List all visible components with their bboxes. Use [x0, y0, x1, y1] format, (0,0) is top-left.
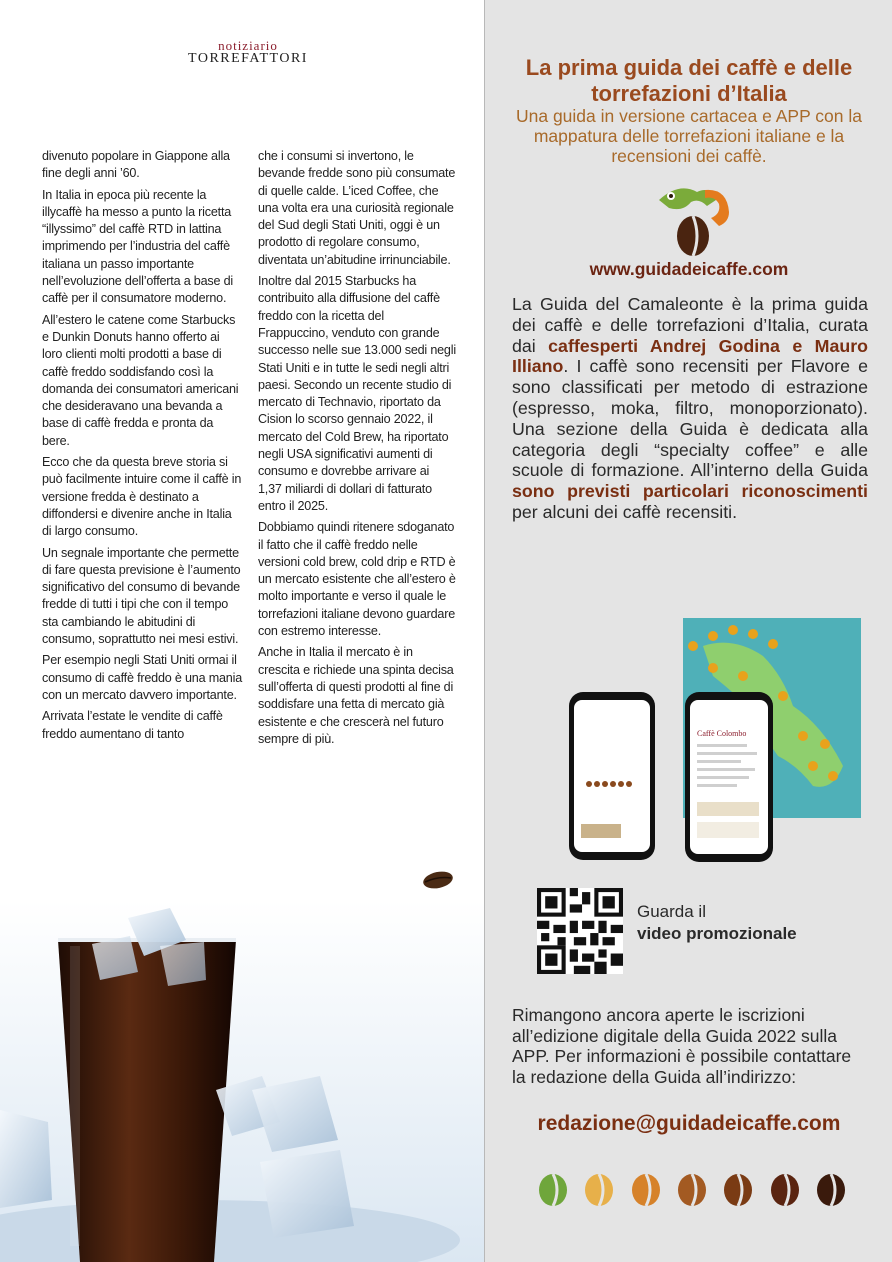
coffee-bean-icon: [537, 1172, 569, 1208]
article-column-2: [258, 148, 456, 752]
paragraph: All’estero le catene come Starbucks e Dunkin Donuts hanno offerto ai loro clienti molti prodotti a base di caffè freddo soddisfando così la domanda dei consumatori americani che desideravano una bevanda a base di caffè fredda e pronta da bere.: [42, 312, 239, 448]
desc-text: per alcuni dei caffè recensiti.: [512, 501, 738, 522]
paragraph: che i consumi si invertono, le bevande fredde sono più consumate di quelle calde. L’iced Coffee, che una volta era una curiosità regionale del Sud degli Stati Uniti, oggi è un prodotto di regolare consumo, diventata un’abitudine irrinunciabile.: [258, 149, 456, 267]
qr-caption-line2: video promozionale: [637, 924, 797, 943]
desc-highlight: sono previsti particolari riconoscimenti: [512, 481, 868, 502]
advertisement-panel: [484, 0, 892, 1262]
phone-caption: Caffè Colombo: [697, 729, 747, 738]
iced-coffee-illustration: [0, 900, 484, 1262]
website-link[interactable]: www.guidadeicaffe.com: [589, 259, 789, 279]
coffee-bean-icon: [769, 1172, 801, 1208]
masthead-top: notiziario: [218, 38, 278, 53]
ad-description: [512, 294, 868, 523]
article-column-1: [42, 148, 242, 747]
ad-title: La prima guida dei caffè e delle torrefazioni d’Italia: [525, 55, 853, 106]
qr-code[interactable]: [537, 888, 623, 974]
app-mockup-illustration: [563, 616, 863, 866]
coffee-bean-icon: [815, 1172, 847, 1208]
paragraph: Un segnale importante che permette di fare questa previsione è l’aumento significativo del consumo di bevande fredde di tutti i tipi che con il tempo sta cambiando le abitudini di consumo, soprattutto nei mesi estivi.: [42, 545, 241, 647]
paragraph: Inoltre dal 2015 Starbucks ha contribuito alla diffusione del caffè freddo con la ricetta del Frappuccino, venduto con grande successo nelle sue 13.000 sedi negli Stati Uniti e in tutte le sedi negli altri paesi. Secondo un recente studio di mercato di Technavio, riportato da Cision lo scorso gennaio 2022, il mercato del Cold Brew, ha riportato negli USA significativi aumenti di consumo e dovrebbe arrivare ai 1,37 miliardi di dollari di fatturato entro il 2025.: [258, 274, 456, 513]
masthead-title: TORREFATTORI: [188, 51, 308, 66]
chameleon-logo-icon: [649, 178, 735, 258]
qr-caption: [637, 901, 797, 945]
coffee-bean-icon: [583, 1172, 615, 1208]
paragraph: divenuto popolare in Giappone alla fine degli anni ’60.: [42, 149, 230, 181]
coffee-bean-icon: [630, 1172, 662, 1208]
paragraph: Per esempio negli Stati Uniti ormai il consumo di caffè freddo è una mania con un mercato davvero importante.: [42, 653, 242, 702]
paragraph: Arrivata l’estate le vendite di caffè freddo aumentano di tanto: [42, 709, 223, 741]
desc-text: . I caffè sono recensiti per Flavore e sono classificati per metodo di estrazione (espresso, moka, filtro, monoporzionato). Una sezione della Guida è dedicata alla categoria degli “specialty coffee” e alle scuole di formazione. All’interno della Guida: [512, 356, 868, 481]
contact-email[interactable]: redazione@guidadeicaffe.com: [537, 1112, 841, 1135]
coffee-bean-icon: [421, 870, 455, 890]
qr-caption-line1: Guarda il: [637, 902, 706, 921]
coffee-bean-icon: [676, 1172, 708, 1208]
paragraph: Ecco che da questa breve storia si può facilmente intuire come il caffè in versione fredda è destinato a diffondersi e divenire anche in Italia di largo consumo.: [42, 455, 242, 539]
ad-subtitle: Una guida in versione cartacea e APP con la mappatura delle torrefazioni italiane e la recensioni dei caffè.: [515, 106, 862, 166]
bean-icons-row: [537, 1172, 847, 1208]
paragraph: Dobbiamo quindi ritenere sdoganato il fatto che il caffè freddo nelle versioni cold brew, cold drip e RTD è un mercato esistente che all’estero è molto importante e verso il quale le torrefazioni italiane devono guardare con estremo interesse.: [258, 520, 456, 639]
desc-authors: caffesperti Andrej Godina e Mauro Illiano: [512, 335, 868, 377]
paragraph: In Italia in epoca più recente la illycaffè ha messo a punto la ricetta “illyssimo” del caffè RTD in lattina imprimendo per l’industria del caffè italiana un passo importante nell’evoluzione dell’offerta a base di caffè per il consumatore moderno.: [42, 187, 234, 306]
paragraph: Anche in Italia il mercato è in crescita e richiede una spinta decisa sull’offerta di questi prodotti al fine di soddisfare una fetta di mercato già esistente e che crescerà nel futuro sempre di più.: [258, 645, 454, 746]
desc-text: La Guida del Camaleonte è la prima guida dei caffè e delle torrefazioni d’Italia, curata dai: [512, 294, 868, 356]
registration-info: Rimangono ancora aperte le iscrizioni all’edizione digitale della Guida 2022 sulla APP. Per informazioni è possibile contattare la redazione della Guida all’indirizzo:: [512, 1005, 852, 1087]
coffee-bean-icon: [722, 1172, 754, 1208]
masthead: [178, 40, 318, 66]
